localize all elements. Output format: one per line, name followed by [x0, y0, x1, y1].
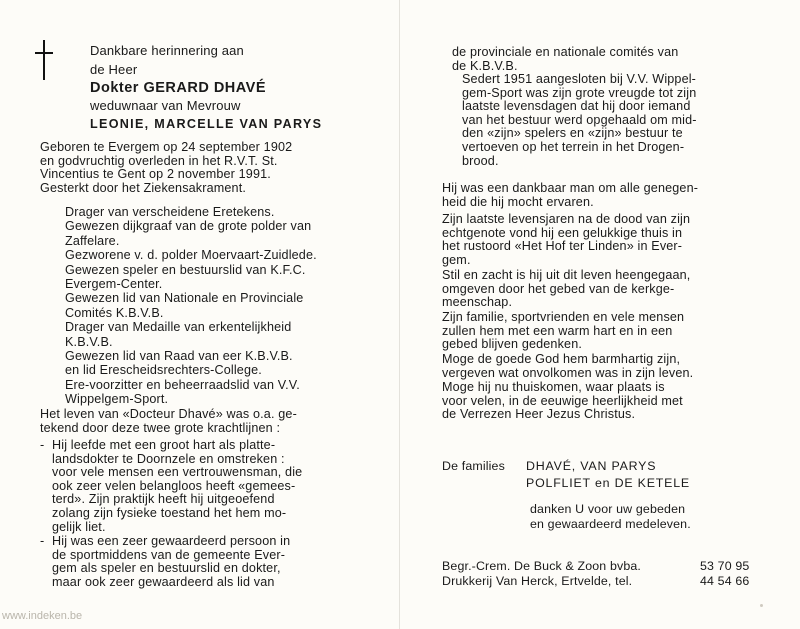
- sport-line: vertoeven op het terrein in het Drogen-: [462, 139, 685, 154]
- bullet-line: gelijk liet.: [52, 519, 106, 534]
- paragraph-line: Hij was een dankbaar man om alle genegen-: [442, 181, 699, 195]
- bullet-line: maar ook zeer gewaardeerd als lid van: [52, 574, 275, 589]
- intro-line: tekend door deze twee grote krachtlijnen :: [40, 420, 281, 435]
- birth-line: Gesterkt door het Ziekensakrament.: [40, 180, 246, 195]
- families-line-1: DHAVÉ, VAN PARYS: [526, 459, 657, 473]
- speck: [760, 604, 763, 607]
- honours-line: Gewezen dijkgraaf van de grote polder van: [65, 219, 312, 234]
- intro-block: [40, 408, 297, 435]
- bullet-line: landsdokter te Doornzele en omstreken :: [52, 451, 285, 466]
- paragraph-line: gebed blijven gedenken.: [442, 337, 582, 352]
- continuation-line: de provinciale en nationale comités van: [452, 45, 679, 59]
- honours-line: Comités K.B.V.B.: [65, 305, 164, 320]
- honours-line: Ere-voorzitter en beheerraadslid van V.V.: [65, 377, 300, 392]
- thanks-line-1: danken U voor uw gebeden: [530, 502, 686, 516]
- paragraph-line: heid die hij mocht ervaren.: [442, 194, 594, 209]
- printer-line-2-label: Drukkerij Van Herck, Ertvelde, tel.: [442, 574, 633, 588]
- paragraph-line: Moge hij nu thuiskomen, waar plaats is: [442, 380, 665, 394]
- birth-line: Vincentius te Gent op 2 november 1991.: [40, 167, 271, 182]
- sport-line: gem-Sport was zijn grote vreugde tot zijn: [462, 85, 697, 100]
- spouse-name: LEONIE, MARCELLE VAN PARYS: [90, 117, 323, 131]
- paragraph-line: Moge de goede God hem barmhartig zijn,: [442, 352, 681, 366]
- bullet-line: zolang zijn fysieke toestand het hem mo-: [52, 505, 287, 520]
- deceased-name: Dokter GERARD DHAVÉ: [90, 80, 267, 96]
- watermark: www.indeken.be: [2, 610, 83, 622]
- honours-line: Drager van verscheidene Eretekens.: [65, 205, 275, 219]
- families-prefix: De families: [442, 459, 505, 473]
- right-page: [400, 0, 800, 629]
- continuation-line: de K.B.V.B.: [452, 58, 518, 73]
- paragraph-1: [442, 182, 698, 209]
- paragraph-line: Zijn familie, sportvrienden en vele mensen: [442, 310, 685, 324]
- families-line-2: POLFLIET en DE KETELE: [526, 476, 690, 490]
- paragraph-line: meenschap.: [442, 295, 513, 310]
- honours-line: Gezworene v. d. polder Moervaart-Zuidlede.: [65, 248, 317, 263]
- paragraph-2: [442, 213, 690, 267]
- sport-line: Sedert 1951 aangesloten bij V.V. Wippel-: [462, 72, 697, 86]
- continuation-block: [452, 46, 678, 73]
- bullet-line: terd». Zijn praktijk heeft hij uitgeoefend: [52, 492, 275, 507]
- bullet-line: Hij was een zeer gewaardeerd persoon in: [52, 534, 291, 548]
- honours-line: Wippelgem-Sport.: [65, 392, 169, 407]
- sport-line: brood.: [462, 153, 499, 168]
- honours-line: en lid Erescheidsrechters-College.: [65, 363, 262, 378]
- bullet-line: ook zeer velen belangloos heeft «gemees-: [52, 478, 296, 493]
- paragraph-line: Zijn laatste levensjaren na de dood van zijn: [442, 212, 691, 226]
- birth-line: en godvruchtig overleden in het R.V.T. St.: [40, 153, 278, 168]
- bullet-line: de sportmiddens van de gemeente Ever-: [52, 547, 286, 562]
- bullet-mark: -: [40, 438, 45, 452]
- paragraph-line: voor velen, in de eeuwige heerlijkheid met: [442, 393, 683, 408]
- paragraph-line: Stil en zacht is hij uit dit leven heengegaan,: [442, 268, 691, 282]
- printer-line-1-phone: 53 70 95: [700, 559, 750, 573]
- honours-line: Drager van Medaille van erkentelijkheid: [65, 320, 292, 335]
- paragraph-5: [442, 353, 693, 380]
- birth-death-block: [40, 141, 292, 195]
- paragraph-line: echtgenote vond hij een gelukkige thuis in: [442, 225, 683, 240]
- honours-line: K.B.V.B.: [65, 334, 113, 349]
- honours-line: Zaffelare.: [65, 233, 120, 248]
- paragraph-line: gem.: [442, 252, 471, 267]
- intro-line: Het leven van «Docteur Dhavé» was o.a. ge-: [40, 407, 297, 421]
- sport-line: van het bestuur werd opgehaald om mid-: [462, 112, 697, 127]
- honours-line: Gewezen lid van Nationale en Provinciale: [65, 291, 304, 306]
- paragraph-4: [442, 311, 684, 352]
- paragraph-line: het rustoord «Het Hof ter Linden» in Ever-: [442, 239, 683, 254]
- bullet-line: Hij leefde met een groot hart als platte-: [52, 438, 276, 452]
- paragraph-6: [442, 381, 683, 422]
- paragraph-line: de Verrezen Heer Jezus Christus.: [442, 407, 636, 422]
- printer-line-2-phone: 44 54 66: [700, 574, 750, 588]
- bullet-mark: -: [40, 534, 45, 548]
- bullet-line: voor vele mensen een vertrouwensman, die: [52, 465, 303, 480]
- birth-line: Geboren te Evergem op 24 september 1902: [40, 140, 293, 154]
- paragraph-line: zullen hem met een warm hart en in een: [442, 323, 673, 338]
- paragraph-3: [442, 269, 690, 310]
- bullet-item-2: [40, 534, 291, 589]
- bullet-line: gem als speler en bestuurslid en dokter,: [52, 561, 281, 576]
- header-line-1: Dankbare herinnering aan: [90, 43, 244, 58]
- honours-block: [65, 205, 317, 407]
- cross-icon: [35, 40, 53, 80]
- honours-line: Gewezen lid van Raad van eer K.B.V.B.: [65, 349, 293, 364]
- bullet-item-1: [40, 438, 303, 534]
- sport-line: laatste levensdagen dat hij door iemand: [462, 99, 691, 114]
- paragraph-line: vergeven wat onvolkomen was in zijn leven.: [442, 365, 694, 380]
- honours-line: Evergem-Center.: [65, 277, 163, 292]
- paragraph-line: omgeven door het gebed van de kerkge-: [442, 281, 675, 296]
- widower-line: weduwnaar van Mevrouw: [90, 98, 241, 113]
- honours-line: Gewezen speler en bestuurslid van K.F.C.: [65, 262, 306, 277]
- thanks-line-2: en gewaardeerd medeleven.: [530, 517, 691, 531]
- header-line-2: de Heer: [90, 62, 138, 77]
- printer-line-1-label: Begr.-Crem. De Buck & Zoon bvba.: [442, 559, 642, 573]
- sport-block: [462, 73, 697, 168]
- sport-line: den «zijn» spelers en «zijn» bestuur te: [462, 126, 683, 141]
